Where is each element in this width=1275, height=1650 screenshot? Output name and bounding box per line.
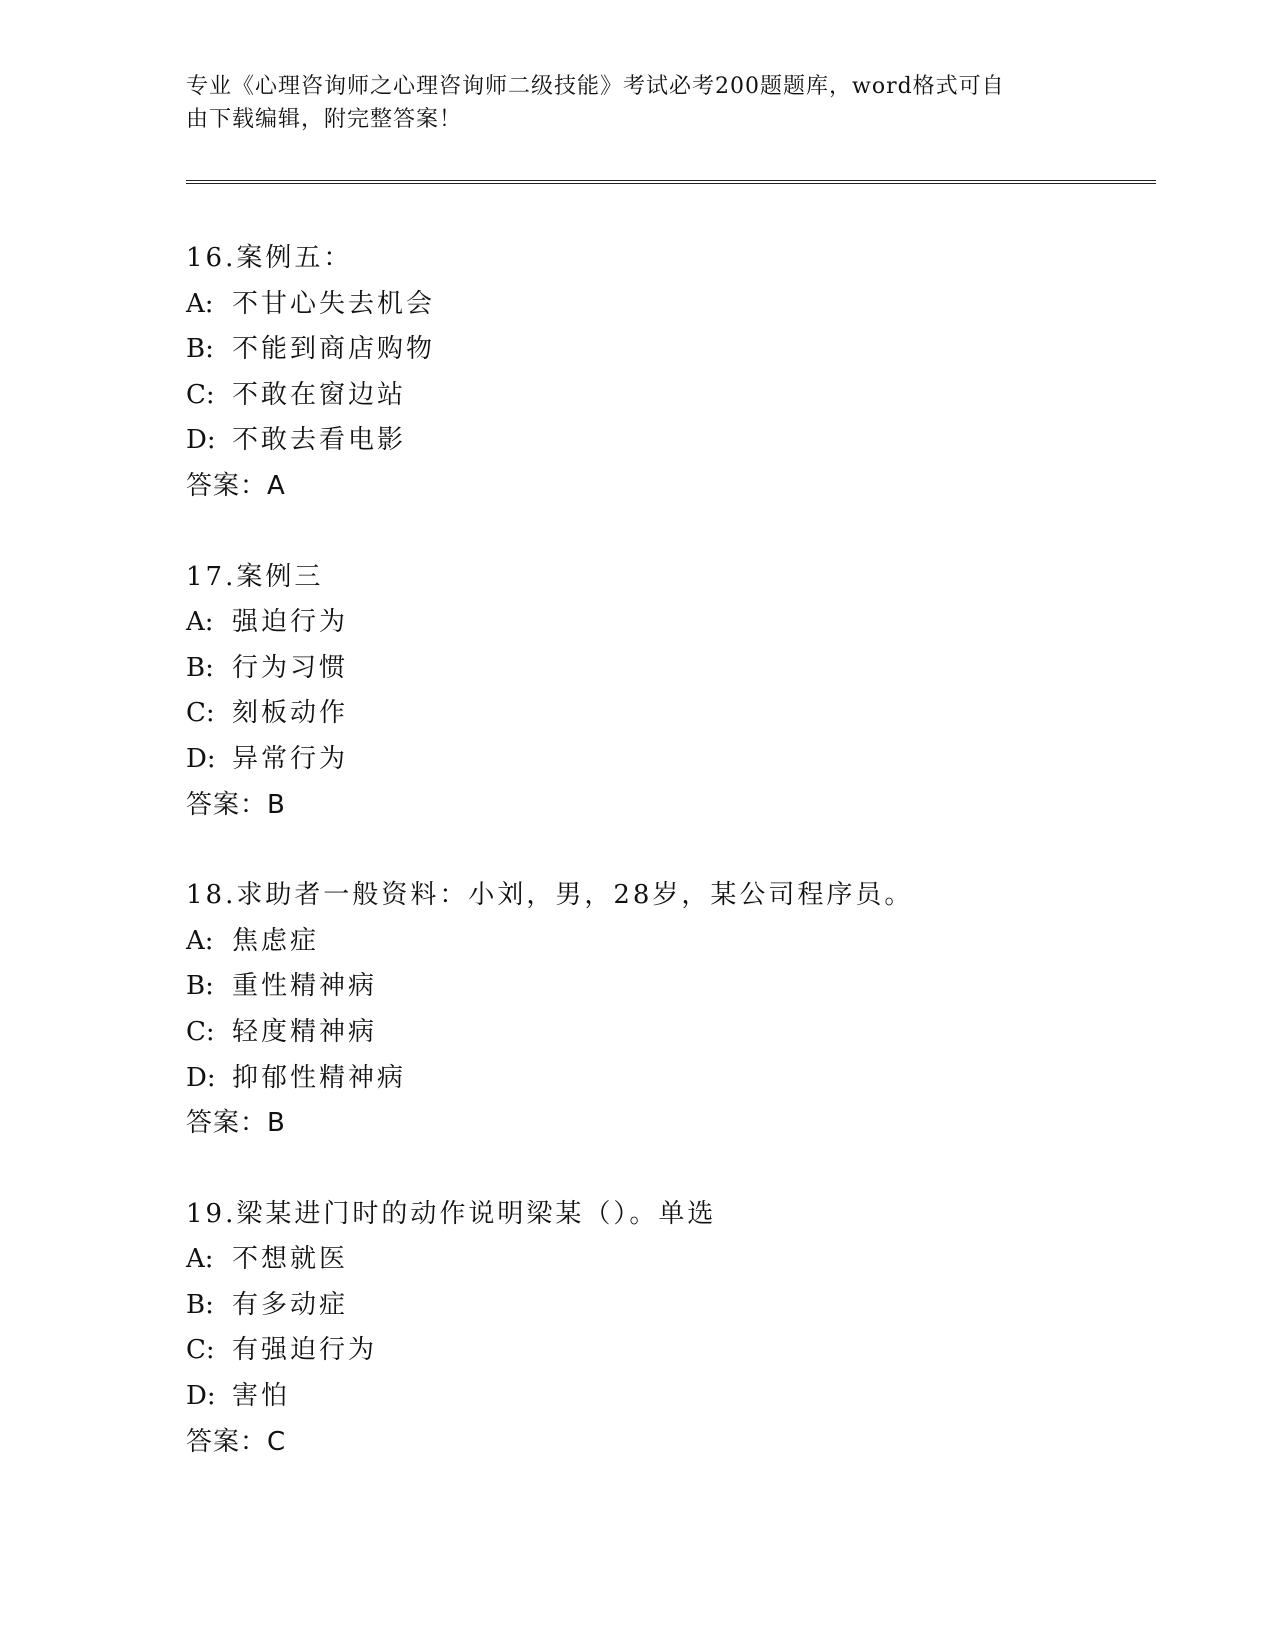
document-header (186, 70, 1066, 136)
question-16 (186, 236, 1156, 510)
option-b (186, 964, 1156, 1010)
option-c (186, 1328, 1156, 1374)
option-key: C: (186, 1016, 215, 1047)
option-text: 不能到商店购物 (232, 334, 436, 365)
option-text: 刻板动作 (232, 698, 349, 729)
option-d (186, 1374, 1156, 1420)
option-key: B: (186, 971, 214, 1002)
answer: 答案：B (186, 789, 286, 820)
option-text: 重性精神病 (232, 971, 378, 1002)
option-key: D: (186, 1062, 216, 1093)
option-c (186, 373, 1156, 419)
option-key: B: (186, 334, 214, 365)
option-a (186, 1237, 1156, 1283)
header-line-2: 由下载编辑，附完整答案！ (186, 107, 463, 132)
question-title: 17.案例三 (186, 561, 324, 592)
option-c (186, 691, 1156, 737)
option-key: A: (186, 925, 214, 956)
option-key: A: (186, 607, 214, 638)
option-key: C: (186, 379, 215, 410)
option-key: D: (186, 743, 216, 774)
option-text: 异常行为 (232, 743, 349, 774)
answer: 答案：C (186, 1426, 287, 1457)
option-key: C: (186, 698, 215, 729)
option-text: 强迫行为 (232, 607, 349, 638)
option-b (186, 327, 1156, 373)
option-d (186, 737, 1156, 783)
question-list (186, 236, 1156, 1510)
option-text: 焦虑症 (232, 925, 320, 956)
option-text: 有强迫行为 (232, 1335, 378, 1366)
option-key: B: (186, 652, 214, 683)
option-text: 轻度精神病 (232, 1016, 378, 1047)
option-key: D: (186, 425, 216, 456)
option-text: 抑郁性精神病 (232, 1062, 407, 1093)
question-19 (186, 1192, 1156, 1466)
option-key: A: (186, 1244, 214, 1275)
header-divider (186, 180, 1156, 184)
option-c (186, 1010, 1156, 1056)
question-17 (186, 555, 1156, 829)
option-key: A: (186, 288, 214, 319)
option-key: D: (186, 1381, 216, 1412)
option-text: 行为习惯 (232, 652, 349, 683)
option-a (186, 282, 1156, 328)
answer: 答案：B (186, 1108, 286, 1139)
question-title: 19.梁某进门时的动作说明梁某（）。单选 (186, 1198, 717, 1229)
option-a (186, 600, 1156, 646)
option-b (186, 646, 1156, 692)
header-line-1: 专业《心理咨询师之心理咨询师二级技能》考试必考200题题库，word格式可自 (186, 74, 1005, 99)
option-text: 有多动症 (232, 1289, 349, 1320)
answer: 答案：A (186, 470, 286, 501)
option-key: C: (186, 1335, 215, 1366)
option-b (186, 1283, 1156, 1329)
option-key: B: (186, 1289, 214, 1320)
question-18 (186, 873, 1156, 1147)
option-text: 害怕 (232, 1381, 291, 1412)
option-text: 不甘心失去机会 (232, 288, 436, 319)
option-a (186, 919, 1156, 965)
option-d (186, 418, 1156, 464)
question-title: 16.案例五： (186, 243, 353, 273)
question-title: 18.求助者一般资料：小刘，男，28岁，某公司程序员。 (186, 880, 914, 911)
option-d (186, 1056, 1156, 1102)
option-text: 不敢在窗边站 (232, 379, 407, 410)
option-text: 不敢去看电影 (232, 425, 407, 456)
option-text: 不想就医 (232, 1244, 349, 1275)
